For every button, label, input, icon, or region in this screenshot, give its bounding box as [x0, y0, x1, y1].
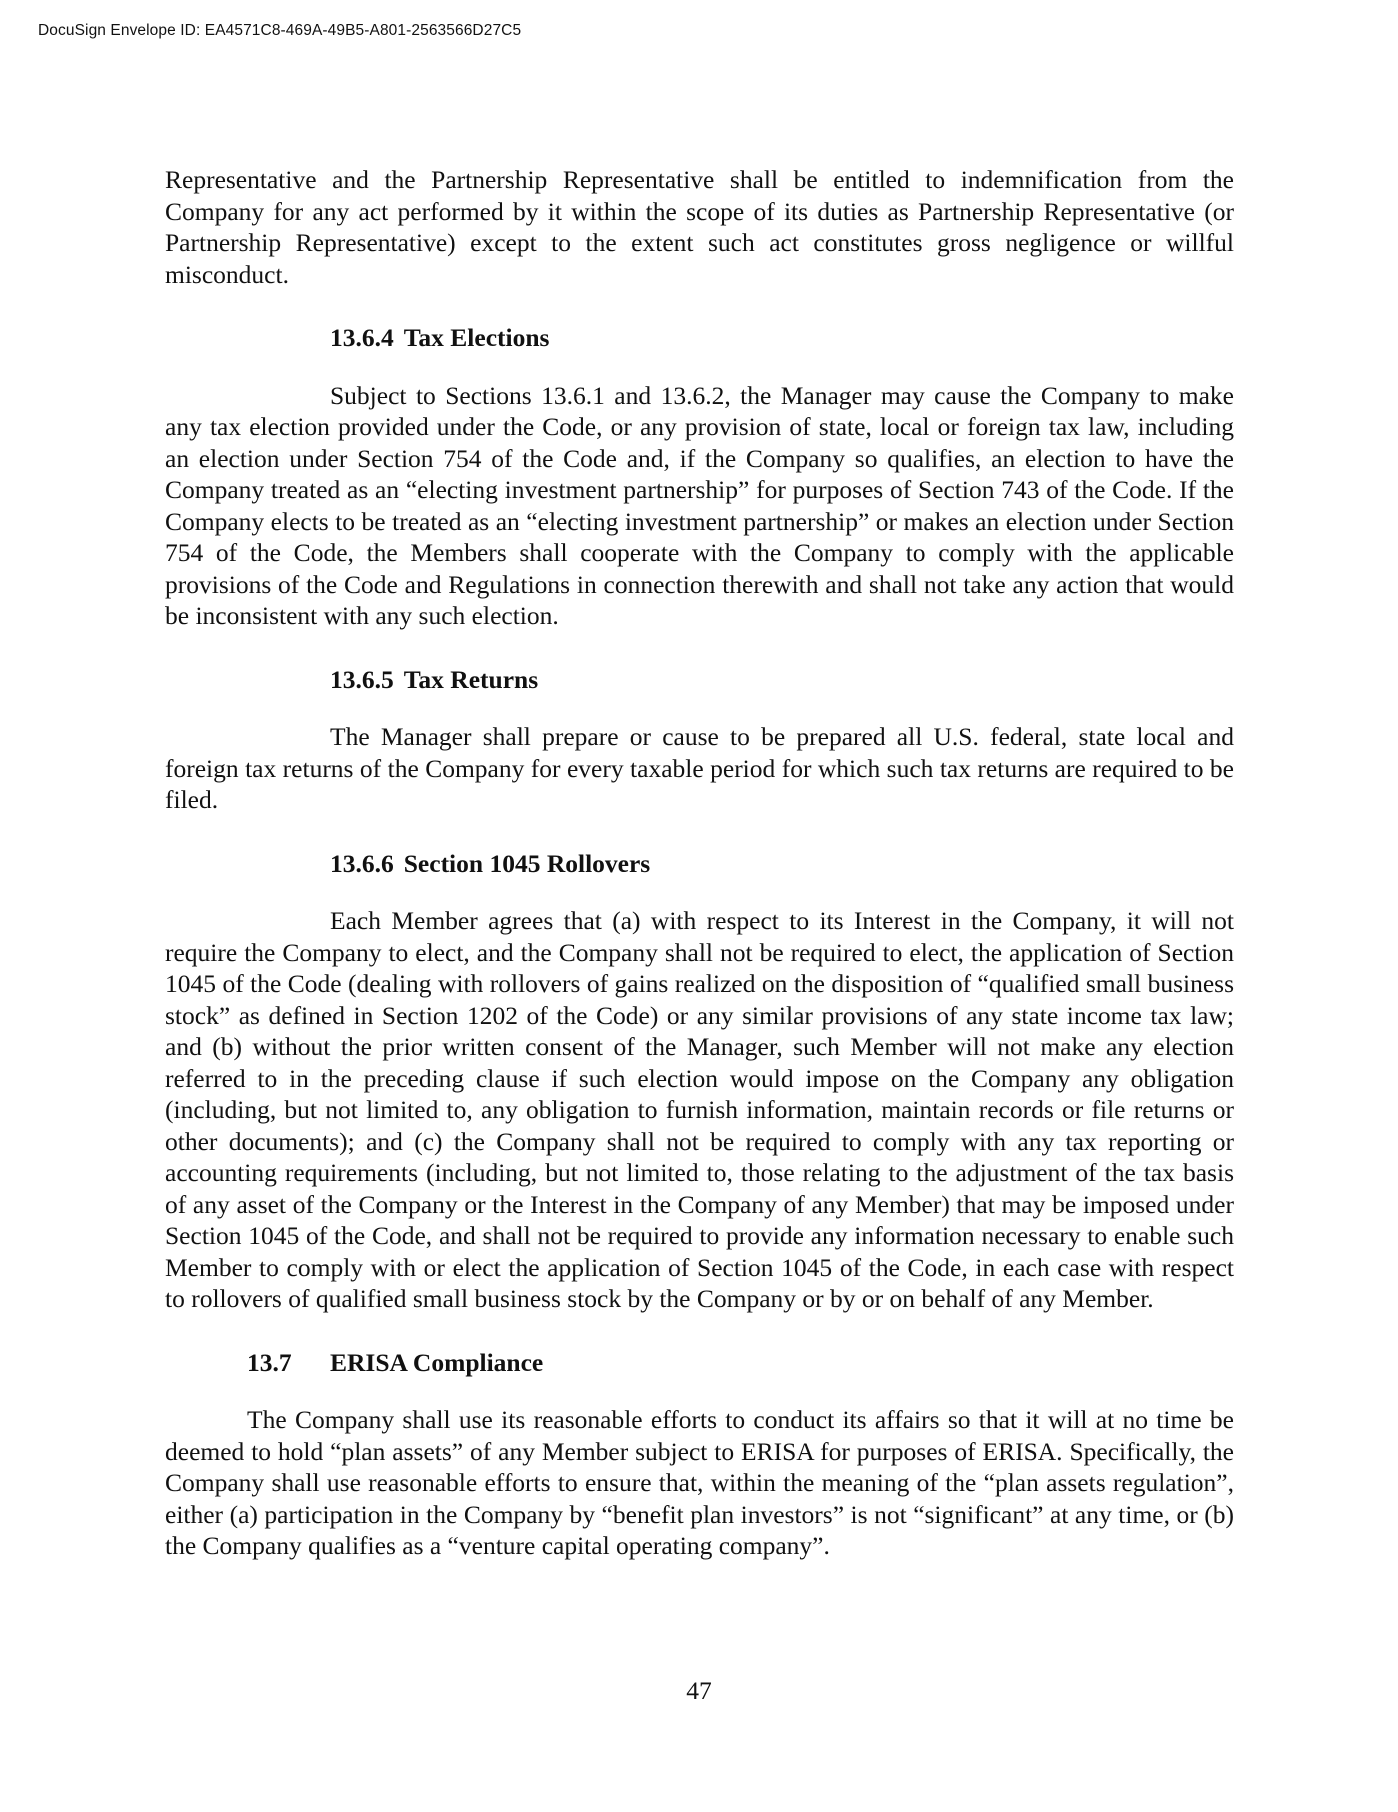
spacer — [165, 290, 1234, 322]
section-13-6-5-paragraph: The Manager shall prepare or cause to be prepared all U.S. federal, state local and foreign tax returns of the Company for every taxable period for which such tax returns are required to be filed. — [165, 722, 1234, 814]
section-number: 13.6.4 — [330, 323, 394, 352]
section-number: 13.6.5 — [330, 664, 394, 694]
spacer — [165, 816, 1234, 848]
spacer — [165, 1315, 1234, 1347]
section-number: 13.6.6 — [330, 848, 394, 878]
section-13-7-heading — [165, 1347, 1234, 1379]
spacer — [165, 354, 1234, 380]
section-13-6-6-heading — [165, 848, 1234, 880]
section-number: 13.7 — [247, 1347, 292, 1377]
section-title: Tax Returns — [403, 664, 539, 694]
section-13-7-paragraph: The Company shall use its reasonable efforts to conduct its affairs so that it will at no time be deemed to hold “plan assets” of any Member subject to ERISA for purposes of ERISA. Specifically, the Company shall use reasonable efforts to ensure that, within the meaning of the “plan assets regulation”, either (a) participation in the Company by “benefit plan investors” is not “significant” at any time, or (b) the Company qualifies as a “venture capital operating company”. — [165, 1405, 1234, 1560]
page-number: 47 — [686, 1676, 712, 1705]
section-13-6-4-paragraph: Subject to Sections 13.6.1 and 13.6.2, the Manager may cause the Company to make any tax election provided under the Code, or any provision of state, local or foreign tax law, including an election under Section 754 of the Code and, if the Company so qualifies, an election to have the Company treated as an “electing investment partnership” for purposes of Section 743 of the Code. If the Company elects to be treated as an “electing investment partnership” or makes an election under Section 754 of the Code, the Members shall cooperate with the Company to comply with the applicable provisions of the Code and Regulations in connection therewith and shall not take any action that would be inconsistent with any such election. — [165, 380, 1234, 630]
spacer — [165, 695, 1234, 721]
spacer — [165, 1378, 1234, 1404]
section-13-6-5-heading — [165, 664, 1234, 696]
spacer — [165, 879, 1234, 905]
document-body — [165, 164, 1234, 1562]
intro-paragraph: Representative and the Partnership Representative shall be entitled to indemnification from the Company for any act performed by it within the scope of its duties as Partnership Representative (or Partnership Representative) except to the extent such act constitutes gross negligence or willful misconduct. — [165, 165, 1234, 289]
docusign-envelope-id: DocuSign Envelope ID: EA4571C8-469A-49B5-A801-2563566D27C5 — [38, 22, 522, 39]
section-title: Section 1045 Rollovers — [403, 848, 651, 878]
section-13-6-6-paragraph: Each Member agrees that (a) with respect to its Interest in the Company, it will not require the Company to elect, and the Company shall not be required to elect, the application of Section 1045 of the Code (dealing with rollovers of gains realized on the disposition of “qualified small business stock” as defined in Section 1202 of the Code) or any similar provisions of any state income tax law; and (b) without the prior written consent of the Manager, such Member will not make any election referred to in the preceding clause if such election would impose on the Company any obligation (including, but not limited to, any obligation to furnish information, maintain records or file returns or other documents); and (c) the Company shall not be required to comply with any tax reporting or accounting requirements (including, but not limited to, those relating to the adjustment of the tax basis of any asset of the Company or the Interest in the Company of any Member) that may be imposed under Section 1045 of the Code, and shall not be required to provide any information necessary to enable such Member to comply with or elect the application of Section 1045 of the Code, in each case with respect to rollovers of qualified small business stock by the Company or by or on behalf of any Member. — [165, 906, 1234, 1313]
section-13-6-4-heading — [165, 322, 1234, 354]
section-title: Tax Elections — [403, 323, 550, 352]
spacer — [165, 632, 1234, 664]
section-title: ERISA Compliance — [330, 1347, 544, 1377]
